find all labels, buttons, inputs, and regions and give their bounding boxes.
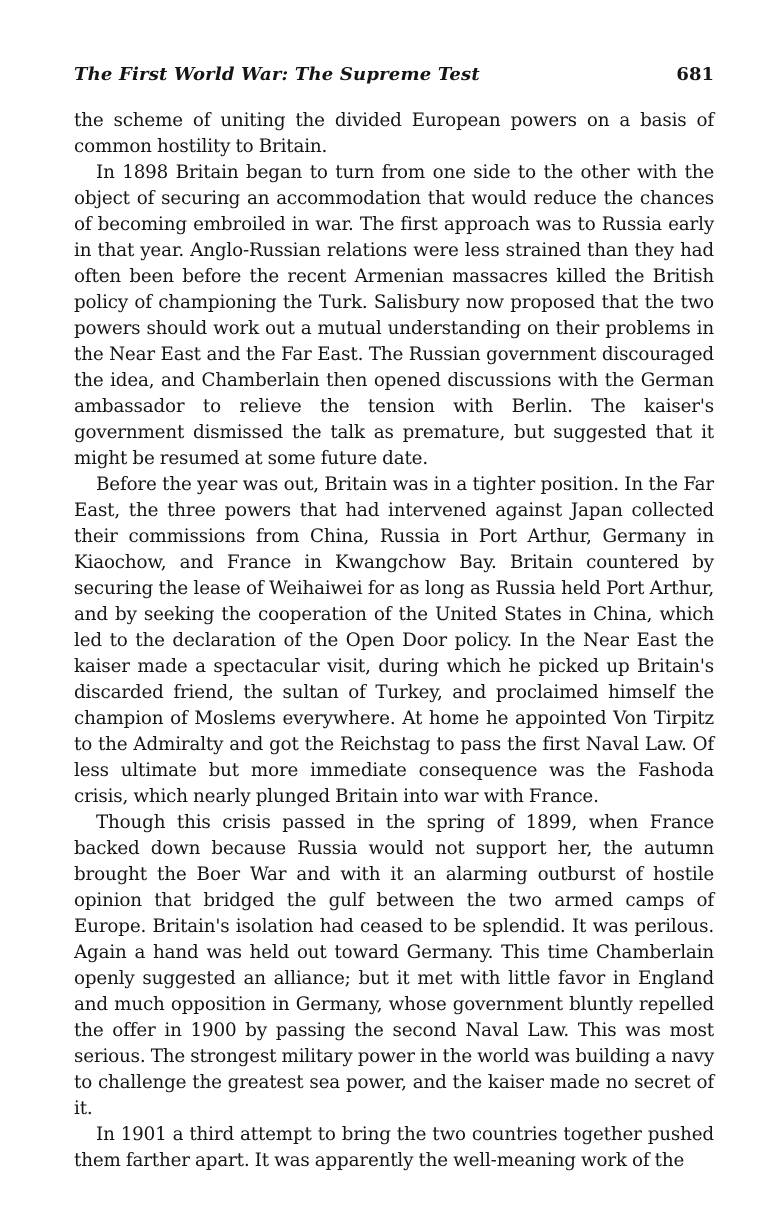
paragraph-1901: In 1901 a third attempt to bring the two countries together pushed them farther apart. It was apparently the well-meaning work of the [74, 1124, 714, 1171]
running-head: The First World War: The Supreme Test [74, 64, 480, 85]
page-number: 681 [676, 64, 714, 85]
paragraph-continuation: the scheme of uniting the divided European powers on a basis of common hostility to Britain. [74, 110, 714, 157]
page-header [74, 64, 714, 108]
paragraph-tighter-position: Before the year was out, Britain was in a tighter position. In the Far East, the three powers that had intervened against Japan collected their commissions from China, Russia in Port Arthur, Germany in Kiaochow, and France in Kwangchow Bay. Britain countered by securing the lease of Weihaiwei for as long as Russia held Port Arthur, and by seeking the cooperation of the United States in China, which led to the declaration of the Open Door policy. In the Near East the kaiser made a spectacular visit, during which he picked up Britain's discarded friend, the sultan of Turkey, and proclaimed himself the champion of Moslems everywhere. At home he appointed Von Tirpitz to the Admiralty and got the Reichstag to pass the first Naval Law. Of less ultimate but more immediate consequence was the Fashoda crisis, which nearly plunged Britain into war with France. [74, 474, 714, 807]
paragraph-1898: In 1898 Britain began to turn from one side to the other with the object of securing an accommodation that would reduce the chances of becoming embroiled in war. The first approach was to Russia early in that year. Anglo-Russian relations were less strained than they had often been before the recent Armenian massacres killed the British policy of championing the Turk. Salisbury now proposed that the two powers should work out a mutual understanding on their problems in the Near East and the Far East. The Russian government discouraged the idea, and Chamberlain then opened discussions with the German ambassador to relieve the tension with Berlin. The kaiser's government dismissed the talk as premature, but suggested that it might be resumed at some future date. [74, 162, 714, 469]
book-page [74, 64, 714, 1174]
paragraph-1899-crisis: Though this crisis passed in the spring of 1899, when France backed down because Russia would not support her, the autumn brought the Boer War and with it an alarming outburst of hostile opinion that bridged the gulf between the two armed camps of Europe. Britain's isolation had ceased to be splendid. It was perilous. Again a hand was held out toward Germany. This time Chamberlain openly suggested an alliance; but it met with little favor in England and much opposition in Germany, whose government bluntly repelled the offer in 1900 by passing the second Naval Law. This was most serious. The strongest military power in the world was building a navy to challenge the greatest sea power, and the kaiser made no secret of it. [74, 812, 714, 1119]
